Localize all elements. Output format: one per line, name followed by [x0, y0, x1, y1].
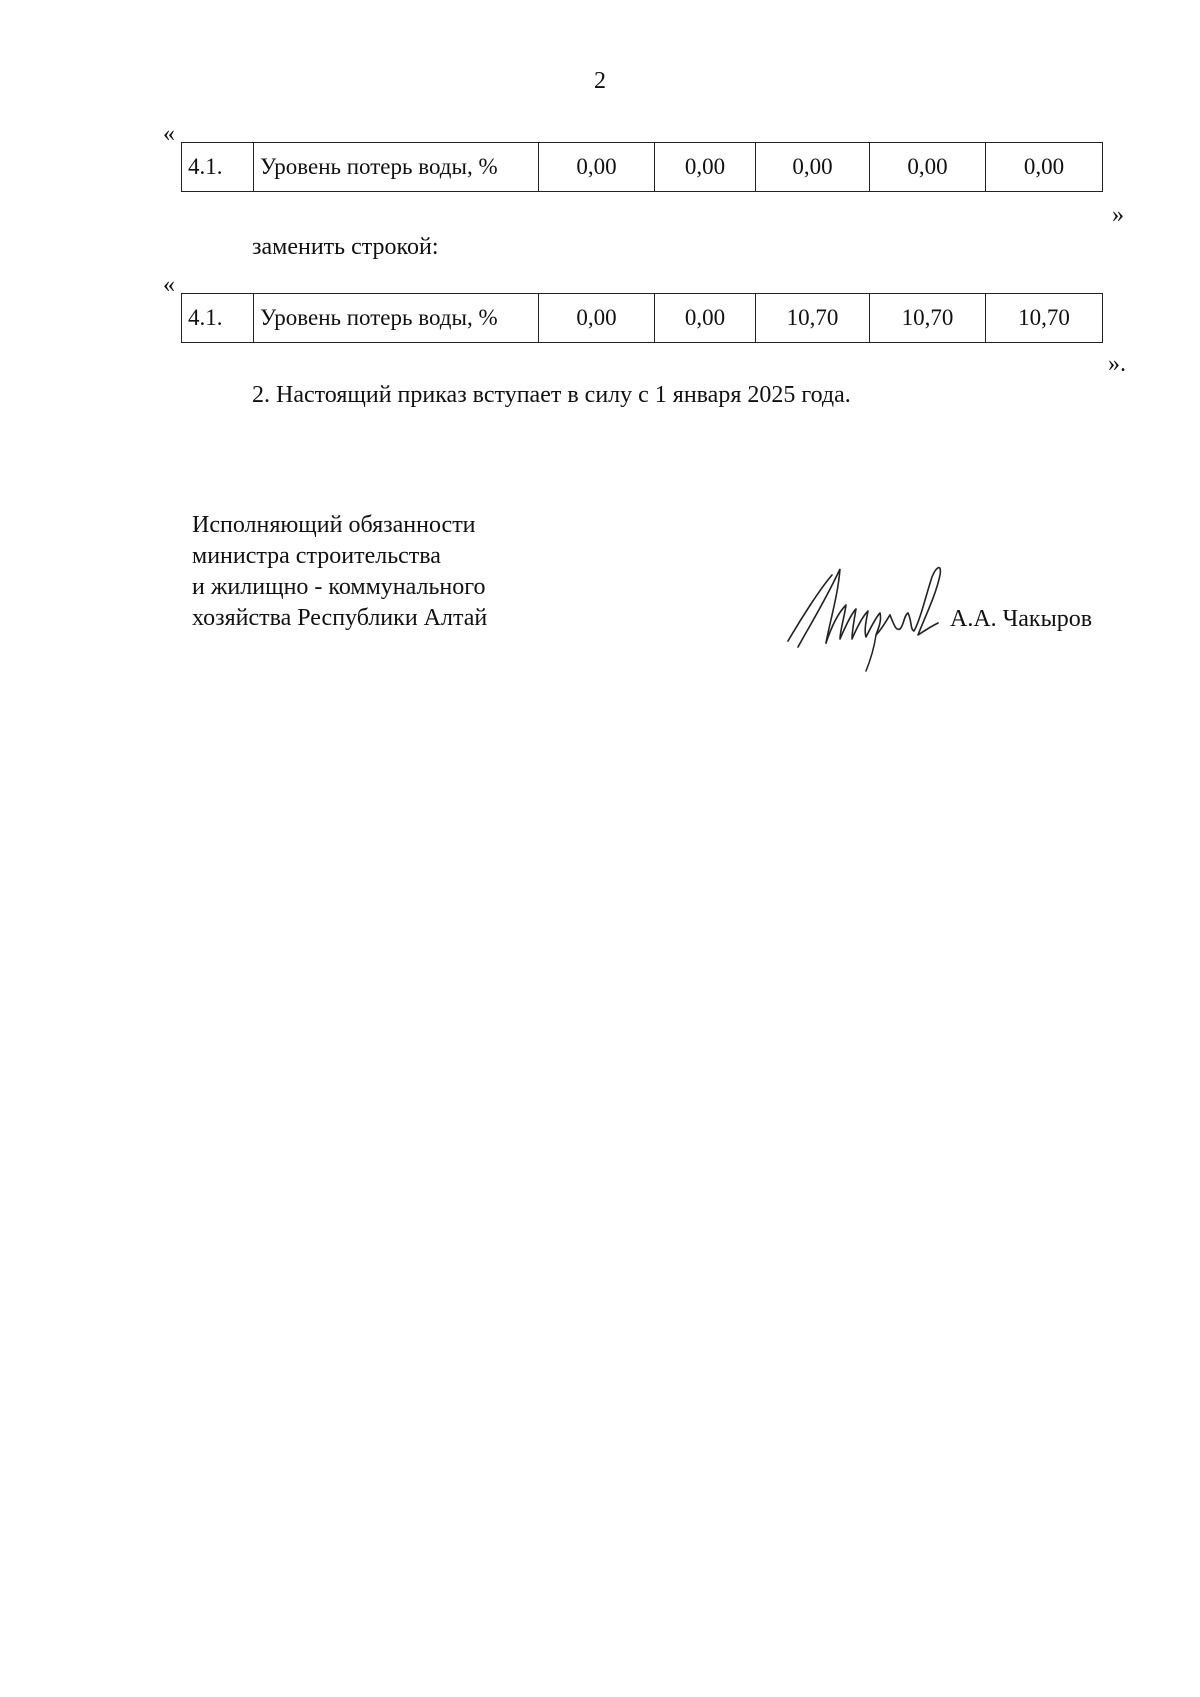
row-value: 0,00 — [539, 294, 655, 343]
opening-quote: « — [163, 272, 175, 298]
row-value: 0,00 — [756, 143, 870, 192]
closing-quote-period: ». — [1108, 351, 1126, 377]
row-value: 0,00 — [986, 143, 1103, 192]
handwritten-signature — [780, 555, 960, 675]
signatory-title-line: министра строительства — [192, 543, 441, 569]
new-row-table — [181, 293, 1103, 343]
opening-quote: « — [163, 121, 175, 147]
table-row — [182, 143, 1103, 192]
signatory-title-line: Исполняющий обязанности — [192, 512, 476, 538]
row-indicator-name: Уровень потерь воды, % — [254, 294, 539, 343]
table-row — [182, 294, 1103, 343]
closing-quote: » — [1112, 202, 1124, 228]
old-row-table — [181, 142, 1103, 192]
paragraph-effective-date: 2. Настоящий приказ вступает в силу с 1 января 2025 года. — [252, 382, 851, 408]
row-value: 0,00 — [655, 143, 756, 192]
row-number: 4.1. — [182, 143, 254, 192]
signatory-title-line: и жилищно - коммунального — [192, 574, 486, 600]
row-value: 0,00 — [870, 143, 986, 192]
row-value: 0,00 — [539, 143, 655, 192]
row-number: 4.1. — [182, 294, 254, 343]
signatory-name: А.А. Чакыров — [950, 606, 1093, 632]
row-indicator-name: Уровень потерь воды, % — [254, 143, 539, 192]
page-number: 2 — [594, 68, 606, 94]
signatory-title — [192, 510, 487, 634]
signatory-title-line: хозяйства Республики Алтай — [192, 605, 488, 631]
row-value: 10,70 — [870, 294, 986, 343]
row-value: 10,70 — [986, 294, 1103, 343]
replace-instruction: заменить строкой: — [252, 234, 439, 260]
row-value: 0,00 — [655, 294, 756, 343]
row-value: 10,70 — [756, 294, 870, 343]
